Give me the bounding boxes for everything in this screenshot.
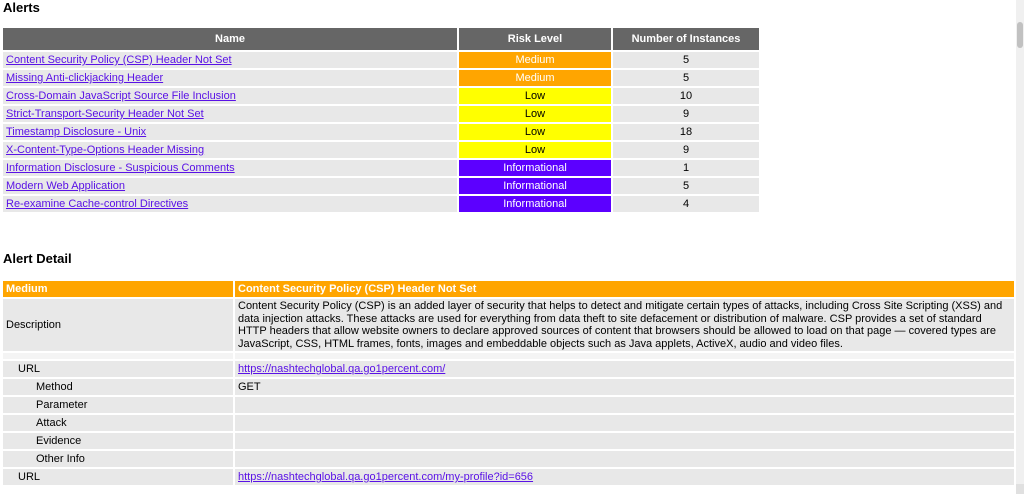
method-row	[3, 379, 1014, 395]
instance-url-row	[3, 469, 1014, 485]
alerts-heading: Alerts	[3, 0, 40, 15]
description-text: Content Security Policy (CSP) is an added layer of security that helps to detect and mitigate certain types of attacks, including Cross Site Scripting (XSS) and data injection attacks. These attacks are used for everything from data theft to site defacement or distribution of malware. CSP provides a set of standard HTTP headers that allow website owners to declare approved sources of content that browsers should be allowed to load on that page — covered types are JavaScript, CSS, HTML frames, fonts, images and embeddable objects such as Java applets, ActiveX, audio and video files.	[235, 299, 1014, 351]
instance-url-row	[3, 361, 1014, 377]
alerts-header-row	[3, 28, 759, 50]
alert-detail-heading: Alert Detail	[3, 251, 72, 266]
alert-detail-title: Content Security Policy (CSP) Header Not Set	[235, 281, 1014, 297]
risk-level-badge: Low	[459, 124, 611, 140]
evidence-row	[3, 433, 1014, 449]
url-label: URL	[3, 469, 233, 485]
risk-level-badge: Informational	[459, 160, 611, 176]
instance-count: 10	[613, 88, 759, 104]
instance-count: 5	[613, 178, 759, 194]
alert-detail-table	[1, 279, 1016, 487]
other-info-label: Other Info	[3, 451, 233, 467]
parameter-label: Parameter	[3, 397, 233, 413]
column-header-risk-level: Risk Level	[459, 28, 611, 50]
parameter-row	[3, 397, 1014, 413]
attack-row	[3, 415, 1014, 431]
alert-row	[3, 178, 759, 194]
instance-count: 5	[613, 52, 759, 68]
evidence-value	[235, 433, 1014, 449]
alert-row	[3, 106, 759, 122]
alert-row	[3, 160, 759, 176]
instance-url-link[interactable]: https://nashtechglobal.qa.go1percent.com/	[238, 363, 446, 375]
evidence-label: Evidence	[3, 433, 233, 449]
attack-value	[235, 415, 1014, 431]
scroll-down-arrow-icon[interactable]	[1016, 484, 1024, 494]
alerts-table	[1, 26, 761, 214]
instance-count: 18	[613, 124, 759, 140]
alert-name-link[interactable]: Information Disclosure - Suspicious Comments	[6, 162, 235, 174]
method-label: Method	[3, 379, 233, 395]
alert-name-link[interactable]: X-Content-Type-Options Header Missing	[6, 144, 205, 156]
description-row	[3, 299, 1014, 351]
alert-name-link[interactable]: Modern Web Application	[6, 180, 126, 192]
alert-row	[3, 70, 759, 86]
risk-level-badge: Medium	[459, 52, 611, 68]
alert-row	[3, 196, 759, 212]
risk-level-badge: Informational	[459, 178, 611, 194]
attack-label: Attack	[3, 415, 233, 431]
alert-detail-risk: Medium	[3, 281, 233, 297]
risk-level-badge: Informational	[459, 196, 611, 212]
method-value: GET	[235, 379, 1014, 395]
column-header-instances: Number of Instances	[613, 28, 759, 50]
scrollbar-thumb[interactable]	[1017, 22, 1023, 48]
risk-level-badge: Low	[459, 106, 611, 122]
alert-name-link[interactable]: Cross-Domain JavaScript Source File Inclusion	[6, 90, 236, 102]
alert-name-link[interactable]: Content Security Policy (CSP) Header Not Set	[6, 54, 232, 66]
instance-count: 4	[613, 196, 759, 212]
risk-level-badge: Medium	[459, 70, 611, 86]
alert-row	[3, 142, 759, 158]
instance-count: 5	[613, 70, 759, 86]
instance-count: 1	[613, 160, 759, 176]
instance-url-link[interactable]: https://nashtechglobal.qa.go1percent.com/my-profile?id=656	[238, 471, 534, 483]
alert-row	[3, 52, 759, 68]
instance-count: 9	[613, 142, 759, 158]
alert-row	[3, 124, 759, 140]
instance-count: 9	[613, 106, 759, 122]
other-info-row	[3, 451, 1014, 467]
alert-name-link[interactable]: Timestamp Disclosure - Unix	[6, 126, 147, 138]
risk-level-badge: Low	[459, 142, 611, 158]
alert-detail-header-row	[3, 281, 1014, 297]
url-label: URL	[3, 361, 233, 377]
alert-name-link[interactable]: Re-examine Cache-control Directives	[6, 198, 189, 210]
spacer-row	[3, 353, 1014, 359]
parameter-value	[235, 397, 1014, 413]
risk-level-badge: Low	[459, 88, 611, 104]
alert-row	[3, 88, 759, 104]
other-info-value	[235, 451, 1014, 467]
alert-name-link[interactable]: Strict-Transport-Security Header Not Set	[6, 108, 204, 120]
vertical-scrollbar[interactable]	[1016, 0, 1024, 494]
alert-name-link[interactable]: Missing Anti-clickjacking Header	[6, 72, 164, 84]
description-label: Description	[3, 299, 233, 351]
column-header-name: Name	[3, 28, 457, 50]
